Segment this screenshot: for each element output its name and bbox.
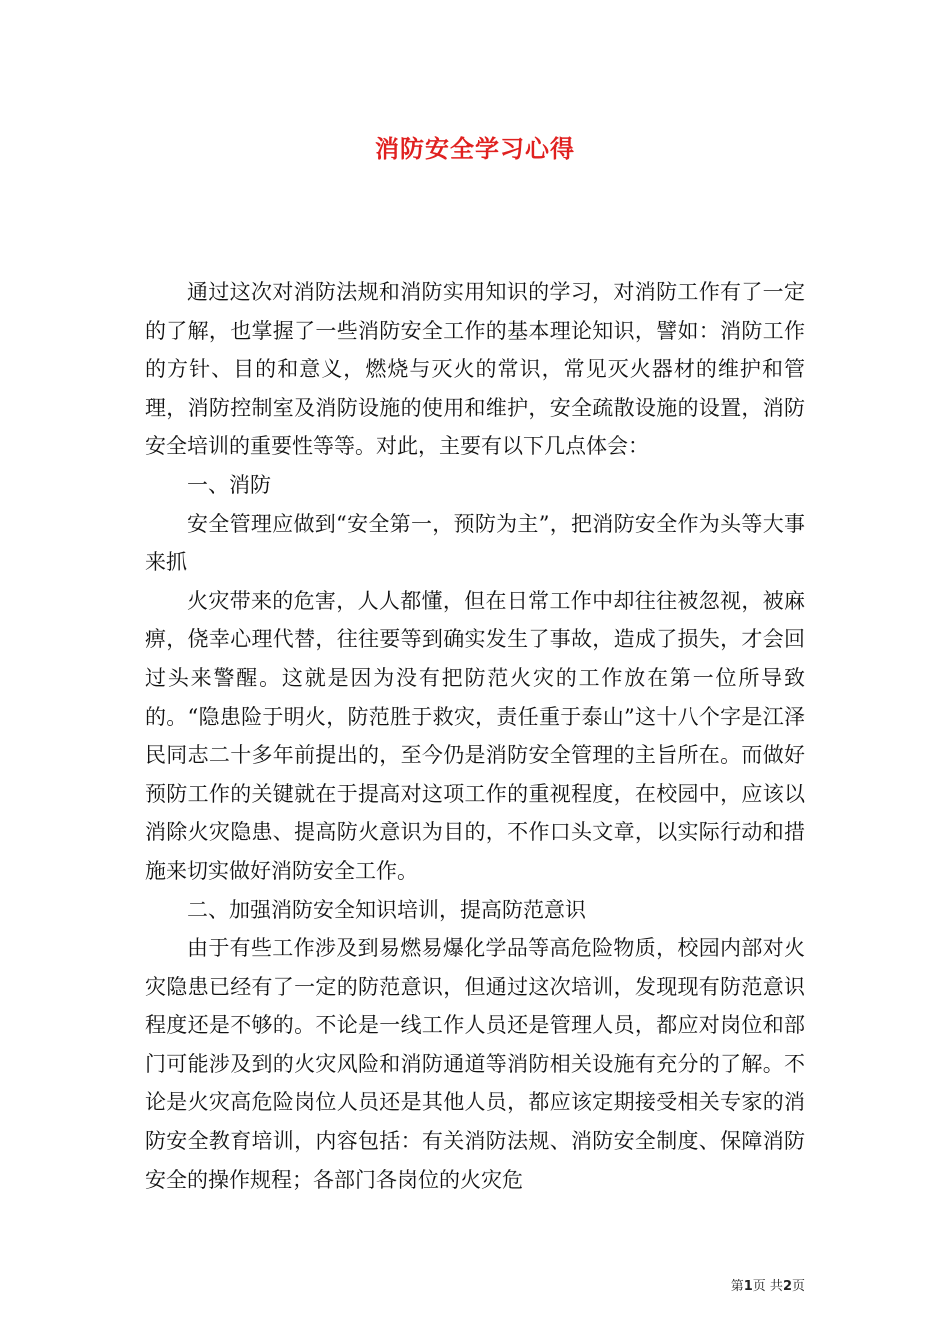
footer-middle: 页 共 <box>752 1279 783 1294</box>
document-body <box>145 273 805 1199</box>
paragraph-principle: 安全管理应做到“安全第一，预防为主”，把消防安全作为头等大事来抓 <box>145 511 805 575</box>
paragraph-training: 由于有些工作涉及到易燃易爆化学品等高危险物质，校园内部对火灾隐患已经有了一定的防范意识，但通过这次培训，发现现有防范意识程度还是不够的。不论是一线工作人员还是管理人员，都应对岗位和部门可能涉及到的火灾风险和消防通道等消防相关设施有充分的了解。不论是火灾高危险岗位人员还是其他人员，都应该定期接受相关专家的消防安全教育培训，内容包括：有关消防法规、消防安全制度、保障消防安全的操作规程；各部门各岗位的火灾危 <box>145 936 805 1192</box>
section-heading-2: 二、加强消防安全知识培训，提高防范意识 <box>187 897 586 922</box>
section-heading-1: 一、消防 <box>187 472 271 497</box>
total-page-number: 2 <box>782 1279 792 1294</box>
document-title: 消防安全学习心得 <box>375 134 575 163</box>
paragraph-fire-hazard: 火灾带来的危害，人人都懂，但在日常工作中却往往被忽视，被麻痹，侥幸心理代替，往往要等到确实发生了事故，造成了损失，才会回过头来警醒。这就是因为没有把防范火灾的工作放在第一位所导致的。“隐患险于明火，防范胜于救灾，责任重于泰山”这十八个字是江泽民同志二十多年前提出的，至今仍是消防安全管理的主旨所在。而做好预防工作的关键就在于提高对这项工作的重视程度，在校园中，应该以消除火灾隐患、提高防火意识为目的，不作口头文章，以实际行动和措施来切实做好消防安全工作。 <box>145 588 805 883</box>
paragraph-intro: 通过这次对消防法规和消防实用知识的学习，对消防工作有了一定的了解，也掌握了一些消防安全工作的基本理论知识，譬如：消防工作的方针、目的和意义，燃烧与灭火的常识，常见灭火器材的维护和管理，消防控制室及消防设施的使用和维护，安全疏散设施的设置，消防安全培训的重要性等等。对此，主要有以下几点体会： <box>145 280 805 459</box>
current-page-number: 1 <box>743 1279 753 1294</box>
page-footer <box>731 1278 805 1296</box>
footer-prefix: 第 <box>730 1279 744 1294</box>
footer-suffix: 页 <box>791 1279 805 1294</box>
